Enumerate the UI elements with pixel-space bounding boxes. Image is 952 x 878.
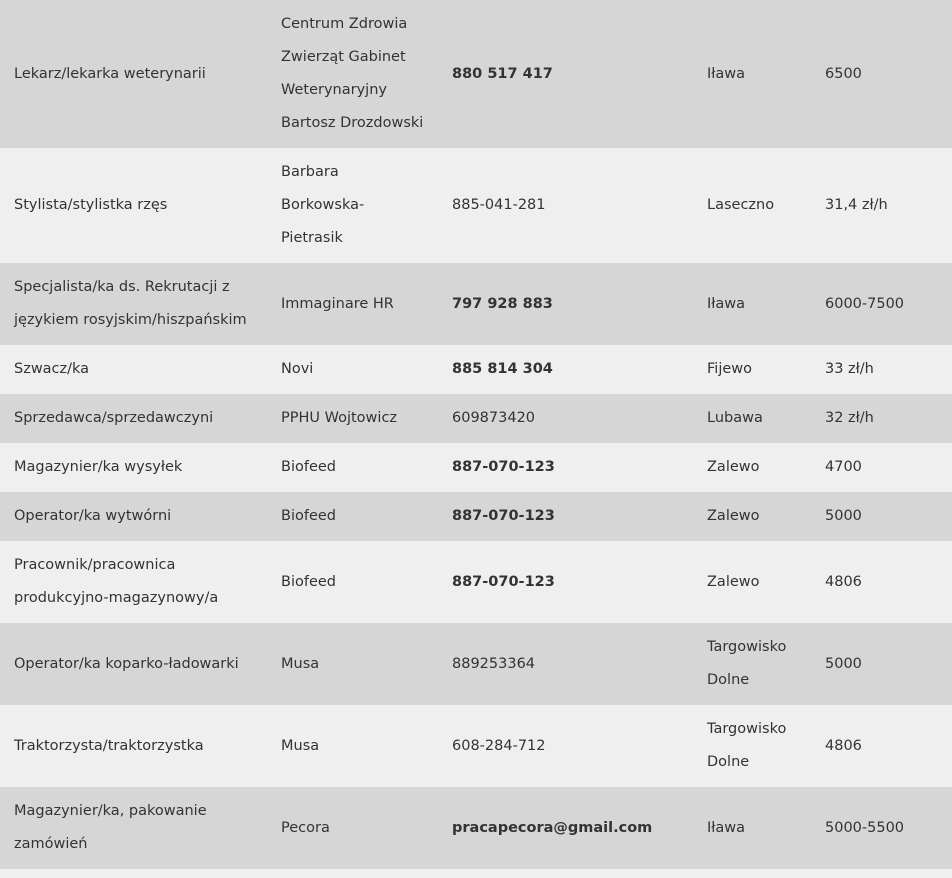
city-cell: Zalewo [707, 459, 760, 475]
contact-cell: 880 517 417 [452, 65, 553, 82]
employer-cell: Musa [281, 737, 320, 754]
employer-cell: Biofeed [281, 573, 336, 590]
salary-cell: 33 zł/h [825, 361, 874, 377]
salary-cell: 5000 [825, 655, 862, 672]
table-row [0, 0, 952, 148]
position-cell: Magazynier/ka wysyłek [14, 459, 183, 475]
contact-cell: 885-041-281 [452, 197, 546, 213]
position-cell: Lekarz/lekarka weterynarii [14, 65, 206, 82]
city-cell: Iława [707, 819, 746, 836]
position-cell: Traktorzysta/traktorzystka [14, 737, 204, 754]
employer-cell: Immaginare HR [281, 295, 394, 312]
table-row [0, 443, 952, 492]
position-cell: Stylista/stylistka rzęs [14, 197, 168, 213]
city-cell: Lubawa [707, 410, 763, 426]
position-cell: Pracownik/pracownica produkcyjno-magazynowy/a [14, 557, 219, 606]
table-row [0, 263, 952, 345]
position-cell: Magazynier/ka, pakowanie zamówień [14, 803, 207, 852]
city-cell: Iława [707, 65, 746, 82]
salary-cell: 4806 [825, 737, 862, 754]
contact-cell: 609873420 [452, 410, 536, 426]
contact-cell: 887-070-123 [452, 508, 555, 524]
city-cell: Iława [707, 295, 746, 312]
table-row [0, 705, 952, 787]
table-row [0, 345, 952, 394]
city-cell: Fijewo [707, 361, 752, 377]
table-row [0, 623, 952, 705]
contact-cell: 797 928 883 [452, 295, 553, 312]
position-cell: Specjalista/ka ds. Rekrutacji z językiem rosyjskim/hiszpańskim [14, 279, 247, 328]
contact-cell: 887-070-123 [452, 573, 555, 590]
employer-cell: Musa [281, 655, 320, 672]
table-bottom-spacer [0, 869, 952, 878]
salary-cell: 6000-7500 [825, 295, 905, 312]
table-row [0, 492, 952, 541]
position-cell: Operator/ka koparko-ładowarki [14, 655, 239, 672]
employer-cell: Pecora [281, 819, 330, 836]
salary-cell: 6500 [825, 65, 862, 82]
salary-cell: 31,4 zł/h [825, 197, 888, 213]
city-cell: Zalewo [707, 508, 760, 524]
table-row [0, 787, 952, 869]
position-cell: Sprzedawca/sprzedawczyni [14, 410, 214, 426]
city-cell: Laseczno [707, 197, 775, 213]
contact-cell: 885 814 304 [452, 361, 553, 377]
position-cell: Szwacz/ka [14, 361, 90, 377]
contact-email-cell[interactable]: pracapecora@gmail.com [452, 819, 653, 836]
city-cell: Targowisko Dolne [707, 639, 787, 688]
employer-cell: Novi [281, 361, 314, 377]
employer-cell: Biofeed [281, 508, 336, 524]
city-cell: Zalewo [707, 573, 760, 590]
table-row [0, 148, 952, 263]
table-row [0, 541, 952, 623]
salary-cell: 5000-5500 [825, 819, 905, 836]
table-row [0, 394, 952, 443]
salary-cell: 5000 [825, 508, 862, 524]
salary-cell: 4806 [825, 573, 862, 590]
salary-cell: 4700 [825, 459, 862, 475]
salary-cell: 32 zł/h [825, 410, 874, 426]
employer-cell: Barbara Borkowska-Pietrasik [281, 164, 365, 246]
contact-cell: 889253364 [452, 655, 536, 672]
contact-cell: 608-284-712 [452, 737, 546, 754]
position-cell: Operator/ka wytwórni [14, 508, 172, 524]
contact-cell: 887-070-123 [452, 459, 555, 475]
employer-cell: Centrum Zdrowia Zwierząt Gabinet Weterynaryjny Bartosz Drozdowski [281, 16, 424, 131]
employer-cell: PPHU Wojtowicz [281, 410, 398, 426]
employer-cell: Biofeed [281, 459, 336, 475]
city-cell: Targowisko Dolne [707, 721, 787, 770]
